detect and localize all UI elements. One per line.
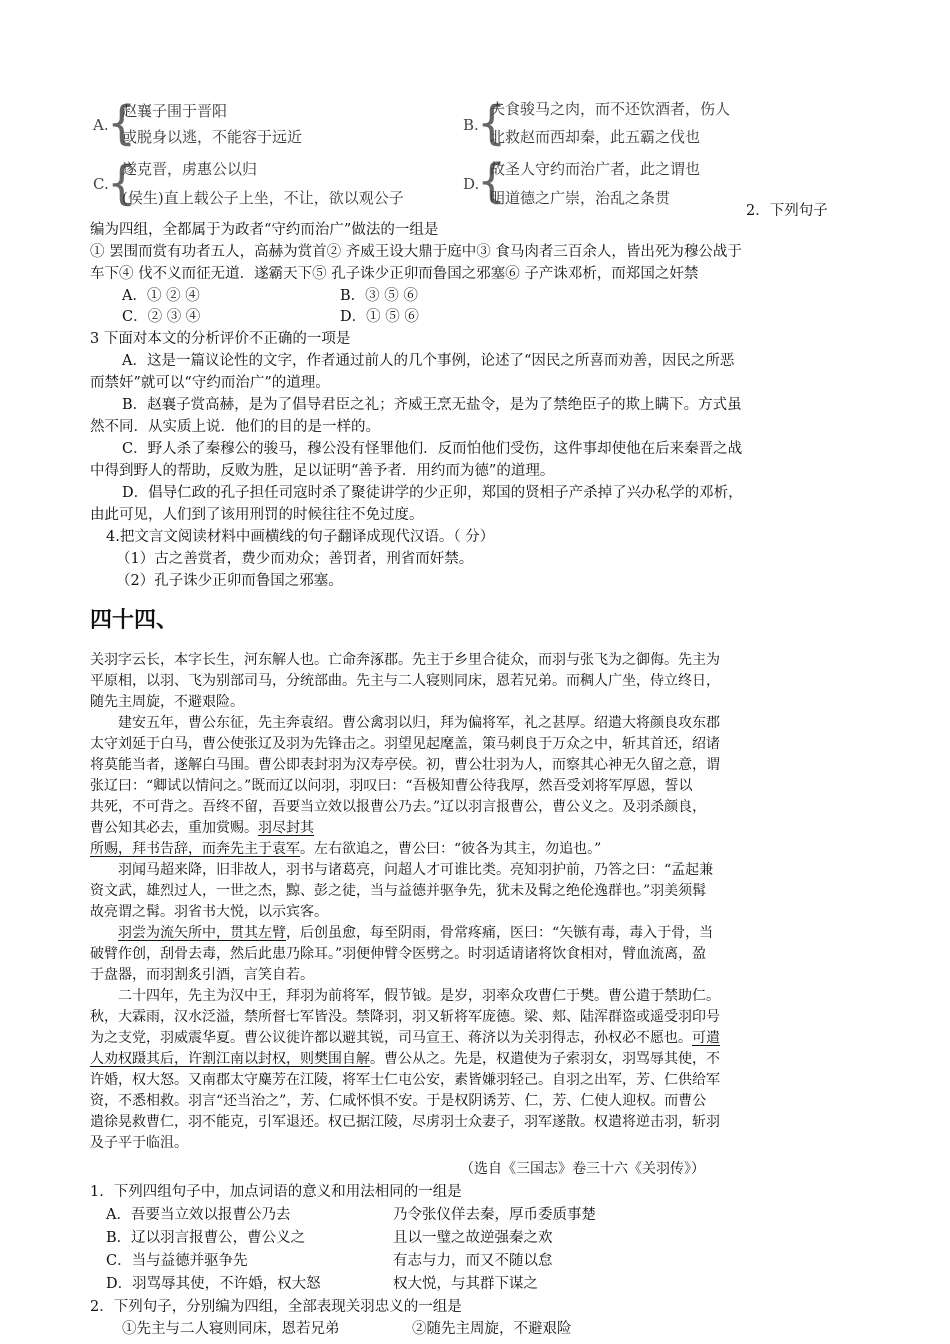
q2-label: 2．下列句子 [746, 203, 828, 219]
q2b-title: 2．下列句子，分别编为四组，全部表现关羽忠义的一组是 [90, 1299, 462, 1315]
p2-line7-underlined: 所赐，拜书告辞，而奔先主于袁军 [90, 841, 300, 857]
p2-line5: 共死，不可背之。吾终不留，吾要当立效以报曹公乃去。”辽以羽言报曹公，曹公义之。及羽杀颜良， [90, 799, 707, 815]
option-d-line2: 明道德之广崇，治乱之条贯 [490, 189, 671, 207]
p4-line1 [118, 923, 713, 944]
q2-prompt: 编为四组，全都属于为政者“守约而治广”做法的一组是 [90, 222, 439, 238]
option-d-brace: { [477, 154, 507, 208]
q1-row-b-left: B．辽以羽言报曹公，曹公义之 [106, 1230, 306, 1246]
option-c-letter: C. [93, 175, 109, 193]
p2-line1: 建安五年，曹公东征，先主奔袁绍。曹公禽羽以归，拜为偏将军，礼之甚厚。绍遣大将颜良攻东郡 [118, 715, 720, 731]
p4-line2: 破臂作创，刮骨去毒，然后此患乃除耳。”羽便伸臂令医劈之。时羽适请诸将饮食相对，臂血流离，盈 [90, 946, 707, 962]
option-b-line2: 北救赵而西却秦，此五霸之伐也 [490, 128, 701, 146]
p2-line6-text: 曹公知其必去，重加赏赐。 [90, 820, 258, 836]
q1-row-b-right: 且以一璧之故逆强秦之欢 [393, 1230, 553, 1246]
option-a-brace: { [107, 96, 137, 150]
q3-b-line2: 然不同．从实质上说．他们的目的是一样的。 [90, 419, 380, 435]
q2-items-line2: 车下④ 伐不义而征无道．遂霸天下⑤ 孔子诛少正卯而鲁国之邪塞⑥ 子产诛邓析，而郑国之奸禁 [90, 266, 699, 282]
p5-line4-underlined: 人劝权蹑其后，许割江南以封权，则樊围自解 [90, 1051, 370, 1067]
p3-line1: 羽闻马超来降，旧非故人，羽书与诸葛亮，问超人才可谁比类。亮知羽护前，乃答之曰：“孟起兼 [118, 862, 714, 878]
option-c-line2: (侯生)直上载公子上坐，不让，欲以观公子 [122, 189, 404, 207]
p5-line6: 资，不悉相救。羽言“还当治之”，芳、仁咸怀惧不安。于是权阴诱芳、仁，芳、仁使人迎权。而曹公 [90, 1093, 707, 1109]
option-a-line1: 赵襄子围于晋阳 [122, 102, 228, 120]
q1-row-a-left: A．吾要当立效以报曹公乃去 [106, 1207, 291, 1223]
q2b-item2: ②随先主周旋，不避艰险 [412, 1321, 572, 1337]
q1-row-a-right: 乃令张仪佯去秦，厚币委质事楚 [393, 1207, 596, 1223]
option-d-letter: D. [463, 175, 480, 193]
p5-line3-text: 为之支党，羽威震华夏。曹公议徙许都以避其锐，司马宣王、蒋济以为关羽得志，孙权必不愿也。 [90, 1030, 692, 1046]
p5-line7: 遣徐晃救曹仁，羽不能克，引军退还。权已据江陵，尽虏羽士众妻子，羽军遂散。权遣将逆击羽，斩羽 [90, 1114, 720, 1130]
p5-line3 [90, 1028, 720, 1049]
q3-b-line1: B．赵襄子赏高赫，是为了倡导君臣之礼；齐威王烹无盐令，是为了禁绝臣子的欺上瞒下。方式虽 [122, 397, 742, 413]
p1-line3: 随先主周旋，不避艰险。 [90, 694, 244, 710]
q4-item1: （1）古之善赏者，费少而劝众；善罚者，刑省而奸禁。 [116, 551, 474, 567]
p2-line7-text: 。左右欲追之，曹公曰：“彼各为其主，勿追也。” [300, 841, 602, 857]
q1-row-c-right: 有志与力，而又不随以怠 [393, 1253, 553, 1269]
p5-line1: 二十四年，先主为汉中王，拜羽为前将军，假节钺。是岁，羽率众攻曹仁于樊。曹公遣于禁助仁。 [118, 988, 720, 1004]
p4-line3: 于盘器，而羽割炙引酒，言笑自若。 [90, 967, 314, 983]
q3-title: 3 下面对本文的分析评价不正确的一项是 [90, 331, 351, 347]
p3-line3: 故亮谓之髯。羽省书大悦，以示宾客。 [90, 904, 328, 920]
option-b-line1: 夫食骏马之肉，而不还饮酒者，伤人 [490, 100, 731, 118]
option-d-line1: 故圣人守约而治广者，此之谓也 [490, 160, 701, 178]
option-c-brace: { [107, 156, 137, 210]
q2-option-c: C．② ③ ④ [122, 309, 201, 325]
option-b-letter: B. [463, 116, 479, 134]
p5-line4 [90, 1049, 720, 1070]
q1-row-d-right: 权大悦，与其群下谋之 [393, 1276, 538, 1292]
p2-line6-underlined: 羽尽封其 [258, 820, 314, 836]
p5-line4-text: 。曹公从之。先是，权遣使为子索羽女，羽骂辱其使，不 [370, 1051, 720, 1067]
section-heading: 四十四、 [90, 608, 179, 633]
p2-line6 [90, 818, 314, 839]
p4-line1-underlined: 羽尝为流矢所中，贯其左臂 [118, 925, 286, 941]
q3-a-line2: 而禁奸”就可以“守约而治广”的道理。 [90, 375, 330, 391]
q1-row-d-left: D．羽骂辱其使，不许婚，权大怒 [106, 1276, 321, 1292]
p5-line2: 秋，大霖雨，汉水泛溢，禁所督七军皆没。禁降羽，羽又斩将军庞德。梁、郏、陆浑群盗或遥受羽印号 [90, 1009, 720, 1025]
q3-c-line1: C．野人杀了秦穆公的骏马，穆公没有怪罪他们．反而怕他们受伤，这件事却使他在后来秦晋之战 [122, 441, 743, 457]
q3-a-line1: A．这是一篇议论性的文字，作者通过前人的几个事例，论述了“因民之所喜而劝善，因民之所恶 [122, 353, 735, 369]
q3-c-line2: 中得到野人的帮助，反败为胜，足以证明“善予者．用约而为德”的道理。 [90, 463, 555, 479]
p2-line7 [90, 839, 601, 860]
p1-line2: 平原相，以羽、飞为别部司马，分统部曲。先主与二人寝则同床，恩若兄弟。而稠人广坐，侍立终日， [90, 673, 720, 689]
p4-line1-text: ，后创虽愈，每至阴雨，骨常疼痛，医曰：“矢镞有毒，毒入于骨，当 [286, 925, 714, 941]
p5-line8: 及子平于临沮。 [90, 1135, 188, 1151]
q2b-item1: ①先主与二人寝则同床，恩若兄弟 [122, 1321, 340, 1337]
option-a-letter: A. [93, 116, 109, 134]
option-a-line2: 或脱身以逃，不能容于远近 [122, 128, 303, 146]
q2-items-line1: ① 罢围而赏有功者五人，高赫为赏首② 齐威王设大鼎于庭中③ 食马肉者三百余人，皆出死为穆公战于 [90, 244, 742, 260]
q3-d-line2: 由此可见，人们到了该用刑罚的时候往往不免过度。 [90, 507, 424, 523]
p1-line1: 关羽字云长，本字长生，河东解人也。亡命奔涿郡。先主于乡里合徒众，而羽与张飞为之御侮。先主为 [90, 652, 720, 668]
q2-option-b: B．③ ⑤ ⑥ [340, 288, 418, 304]
source-citation: （选自《三国志》卷三十六《关羽传》） [460, 1161, 705, 1177]
q4-item2: （2）孔子诛少正卯而鲁国之邪塞。 [116, 573, 343, 589]
p5-line3-underlined: 可遣 [692, 1030, 720, 1046]
q1-title: 1．下列四组句子中，加点词语的意义和用法相同的一组是 [90, 1184, 462, 1200]
q2-option-d: D．① ⑤ ⑥ [340, 309, 419, 325]
q4-title: 4.把文言文阅读材料中画横线的句子翻译成现代汉语。（ 分） [106, 529, 495, 545]
p3-line2: 资文武，雄烈过人，一世之杰，黥、彭之徒，当与益德并驱争先，犹未及髯之绝伦逸群也。”羽美须髯 [90, 883, 707, 899]
p2-line4: 张辽曰：“卿试以情问之。”既而辽以问羽，羽叹曰：“吾极知曹公待我厚，然吾受刘将军厚恩，誓以 [90, 778, 693, 794]
p5-line5: 许婚，权大怒。又南郡太守麋芳在江陵，将军士仁屯公安，素皆嫌羽轻己。自羽之出军，芳、仁供给军 [90, 1072, 720, 1088]
p2-line3: 将莫能当者，遂解白马围。曹公即表封羽为汉寿亭侯。初，曹公壮羽为人，而察其心神无久留之意，谓 [90, 757, 720, 773]
q1-row-c-left: C．当与益德并驱争先 [106, 1253, 248, 1269]
q2-option-a: A．① ② ④ [122, 288, 200, 304]
option-b-brace: { [477, 96, 507, 150]
q3-d-line1: D．倡导仁政的孔子担任司寇时杀了聚徒讲学的少正卯，郑国的贤相子产杀掉了兴办私学的邓析， [122, 485, 743, 501]
p2-line2: 太守刘延于白马，曹公使张辽及羽为先锋击之。羽望见起麾盖，策马刺良于万众之中，斩其首还，绍诸 [90, 736, 720, 752]
option-c-line1: 遂克晋，虏惠公以归 [122, 160, 258, 178]
